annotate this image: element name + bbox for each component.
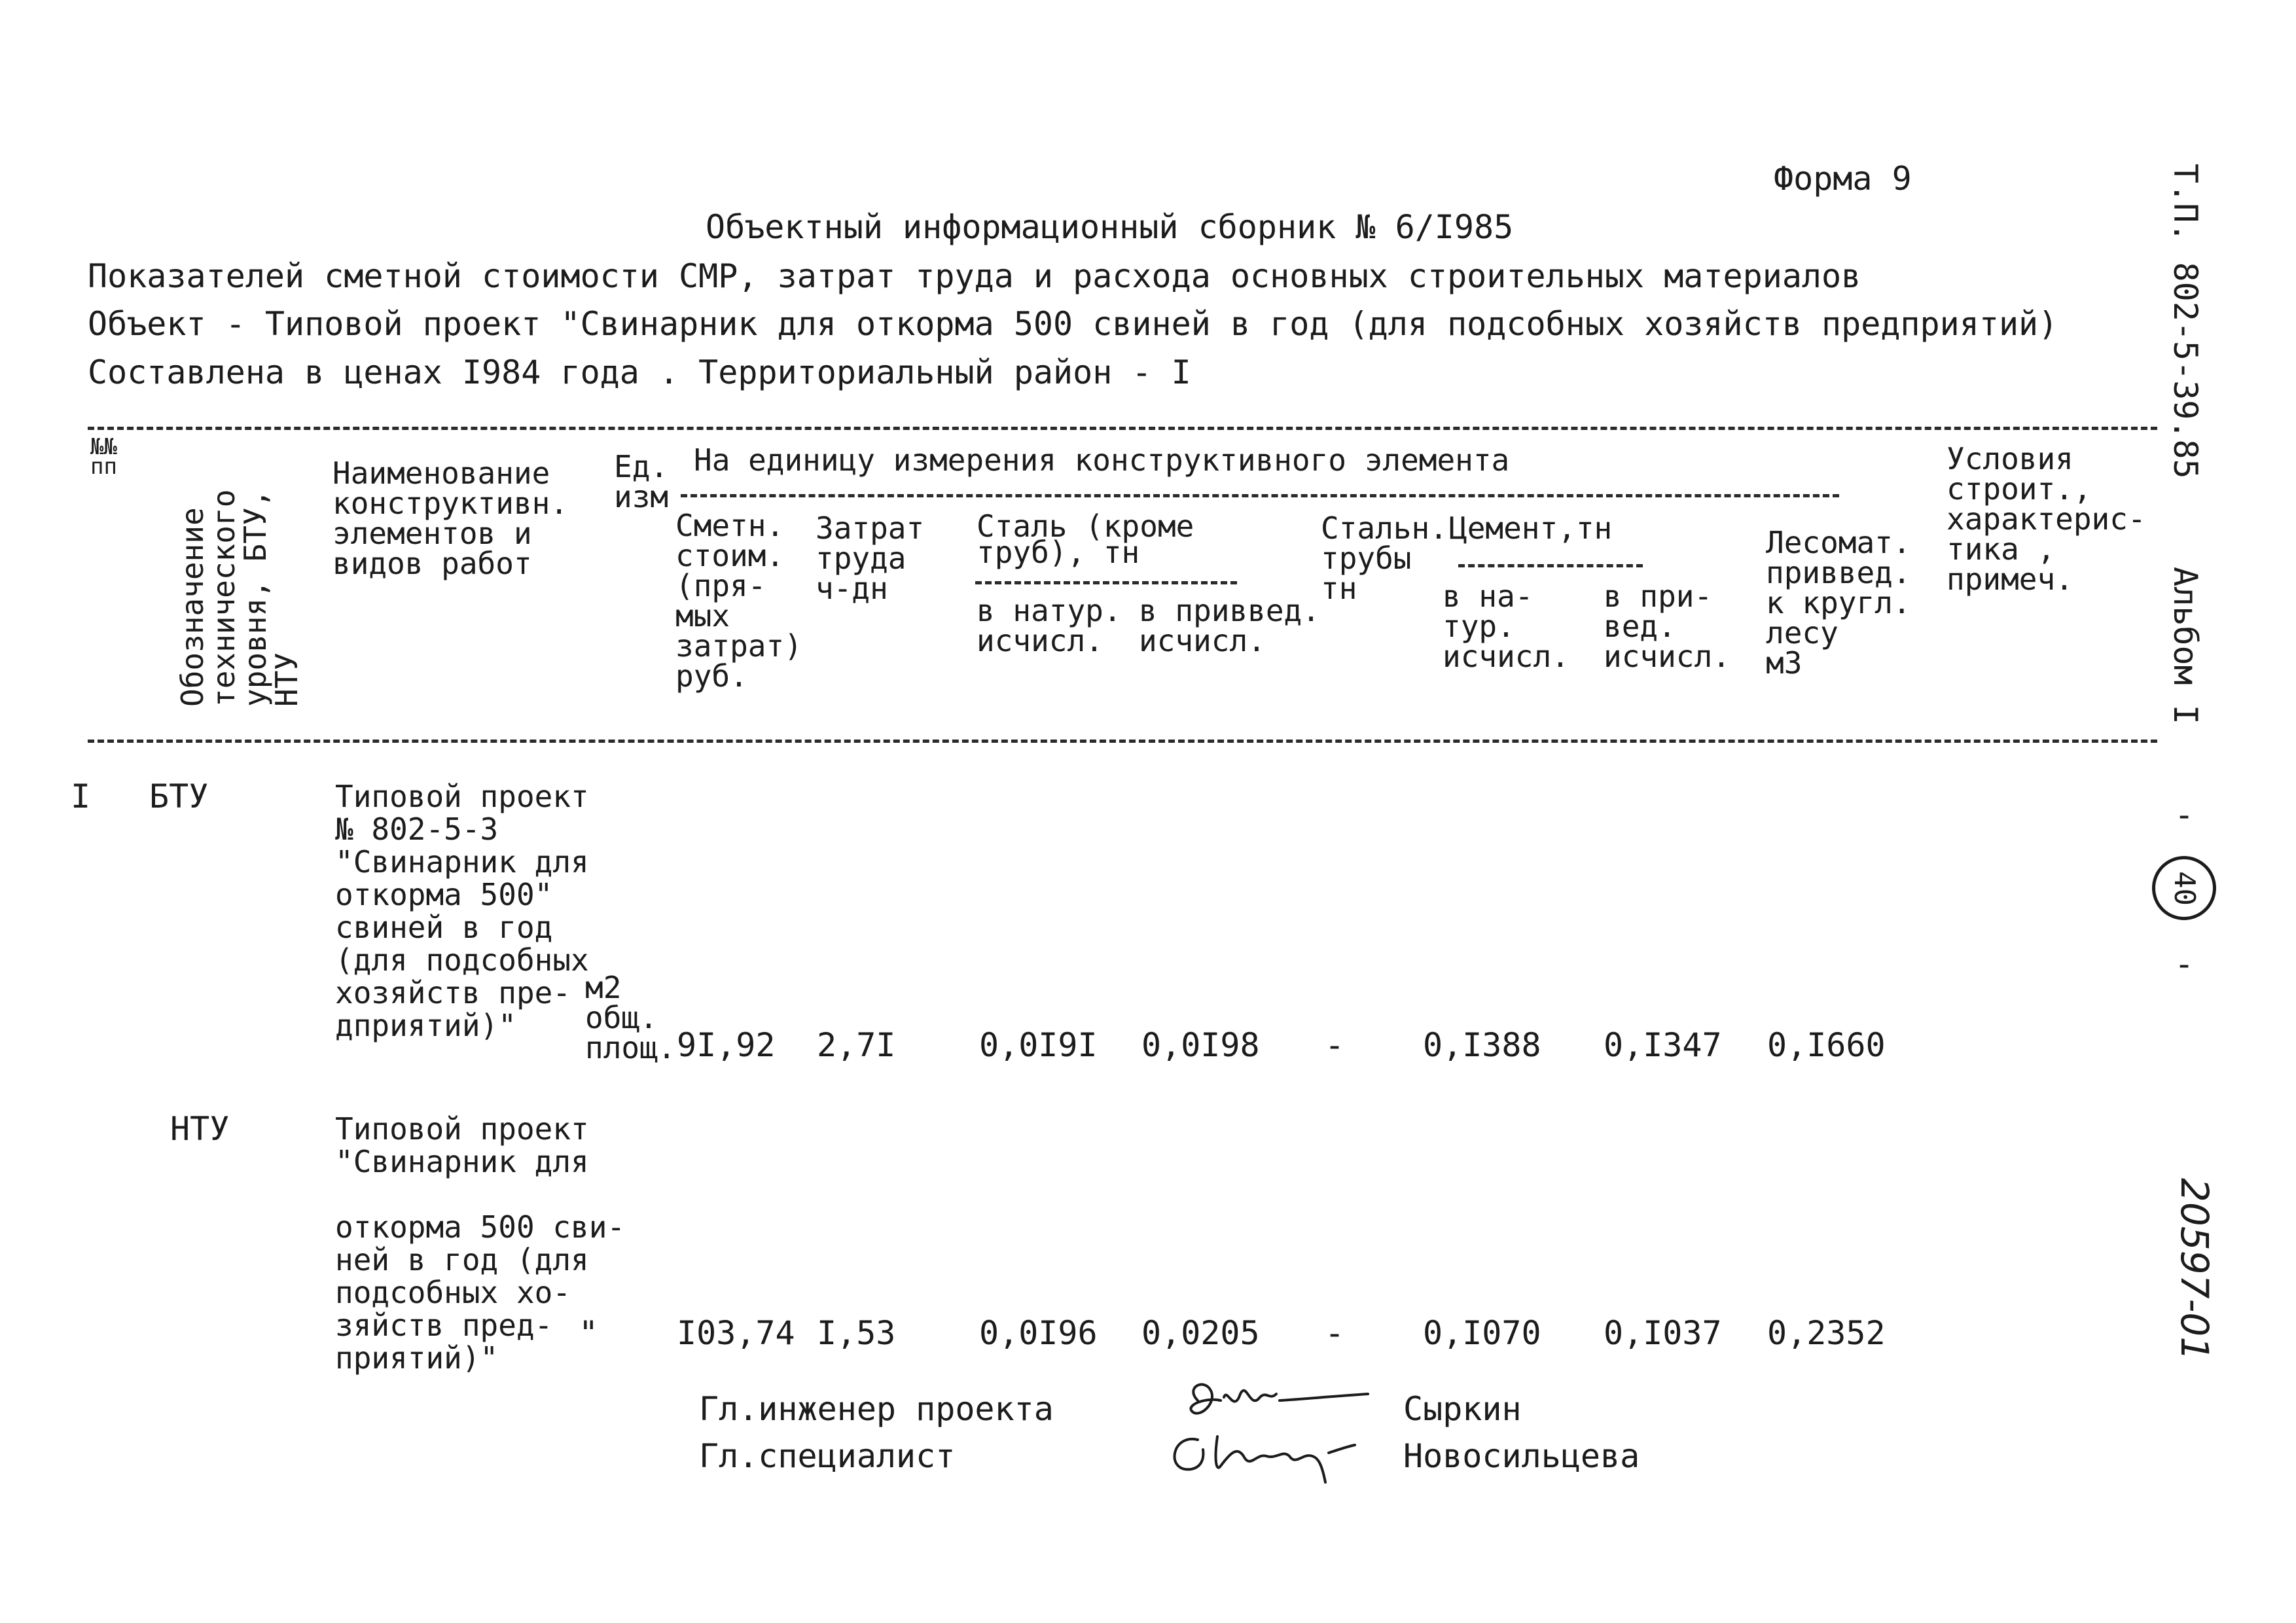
col-number-header: №№ пп bbox=[90, 434, 117, 480]
header-line-2: Объект - Типовой проект "Свинарник для откорма 500 свиней в год (для подсобных хозяйств предприятий) bbox=[88, 305, 2058, 343]
table-header-bottom-rule bbox=[88, 740, 2157, 743]
album-label: Альбом I bbox=[2166, 567, 2204, 724]
row1-number: I bbox=[71, 777, 91, 815]
col-level-header: Обозначение технического уровня, БТУ, НТУ bbox=[175, 489, 304, 707]
col-unit-header: Ед. изм bbox=[614, 449, 669, 514]
col-pipes-header: Стальн. трубы тн bbox=[1321, 510, 1448, 606]
col-wood-header: Лесомат. приввед. к кругл. лесу м3 bbox=[1766, 525, 1911, 681]
col-notes-header: Условия строит., характерис- тика , примеч. bbox=[1946, 441, 2146, 597]
group-rule bbox=[681, 494, 1839, 497]
col-group-header: На единицу измерения конструктивного элемента bbox=[694, 442, 1510, 478]
row2-labor: I,53 bbox=[817, 1314, 896, 1352]
row1-cement-reduced: 0,I347 bbox=[1604, 1026, 1722, 1064]
row1-steel-natural: 0,0I9I bbox=[979, 1026, 1098, 1064]
row1-cement-natural: 0,I388 bbox=[1423, 1026, 1541, 1064]
col-steel-natural-header: в натур. исчисл. bbox=[977, 593, 1122, 658]
row1-cost: 9I,92 bbox=[677, 1026, 776, 1064]
row1-level: БТУ bbox=[149, 777, 209, 815]
page-number: 40 bbox=[2167, 870, 2201, 906]
row2-cement-reduced: 0,I037 bbox=[1604, 1314, 1722, 1352]
row2-unit: " bbox=[579, 1314, 599, 1352]
row1-pipes: - bbox=[1325, 1026, 1345, 1064]
row2-cost: I03,74 bbox=[677, 1314, 795, 1352]
col-cement-reduced-header: в при- вед. исчисл. bbox=[1604, 579, 1731, 674]
collection-title: Объектный информационный сборник № 6/I985 bbox=[706, 208, 1514, 246]
col-labor-header: Затрат труда ч-дн bbox=[816, 510, 925, 606]
col-name-header: Наименование конструктивн. элементов и видов работ bbox=[332, 455, 569, 581]
row2-steel-natural: 0,0I96 bbox=[979, 1314, 1098, 1352]
col-cement-header: Цемент,тн bbox=[1449, 510, 1613, 546]
signer2-name: Новосильцева bbox=[1403, 1437, 1640, 1475]
row2-wood: 0,2352 bbox=[1767, 1314, 1886, 1352]
signature-2 bbox=[1158, 1420, 1368, 1499]
row1-steel-reduced: 0,0I98 bbox=[1141, 1026, 1260, 1064]
signer2-role: Гл.специалист bbox=[699, 1437, 956, 1475]
row2-cement-natural: 0,I070 bbox=[1423, 1314, 1541, 1352]
row2-level: НТУ bbox=[170, 1110, 230, 1148]
header-line-1: Показателей сметной стоимости СМР, затрат труда и расхода основных строительных материалов bbox=[88, 257, 1861, 295]
col-cement-natural-header: в на- тур. исчисл. bbox=[1443, 579, 1570, 674]
signer1-role: Гл.инженер проекта bbox=[699, 1390, 1054, 1428]
row2-steel-reduced: 0,0205 bbox=[1141, 1314, 1260, 1352]
row1-name: Типовой проект № 802-5-3 "Свинарник для откорма 500" свиней в год (для подсобных хозяйств пре- дприятий)" bbox=[335, 779, 589, 1043]
row2-name: Типовой проект "Свинарник для откорма 500 сви- ней в год (для подсобных хо- зяйств пред- приятий)" bbox=[335, 1111, 626, 1376]
row1-labor: 2,7I bbox=[817, 1026, 896, 1064]
archive-number: 20597-01 bbox=[2172, 1178, 2217, 1361]
page-number-stamp bbox=[2152, 856, 2216, 920]
col-steel-reduced-header: в приввед. исчисл. bbox=[1139, 593, 1320, 658]
row1-unit: м2 общ. площ. bbox=[585, 970, 676, 1065]
cement-rule bbox=[1458, 564, 1643, 567]
col-cost-header: Сметн. стоим. (пря- мых затрат) руб. bbox=[675, 508, 802, 694]
col-steel-header: Сталь (кроме труб), тн bbox=[977, 508, 1194, 570]
signer1-name: Сыркин bbox=[1403, 1390, 1522, 1428]
margin-dash-bottom: - bbox=[2174, 945, 2195, 983]
steel-rule bbox=[975, 581, 1237, 584]
row2-pipes: - bbox=[1325, 1314, 1345, 1352]
header-line-3: Составлена в ценах I984 года . Территориальный район - I bbox=[88, 353, 1191, 391]
table-top-rule bbox=[88, 427, 2157, 430]
project-code: Т.П. 802-5-39.85 bbox=[2166, 164, 2204, 479]
form-number: Форма 9 bbox=[1774, 160, 1912, 198]
row1-wood: 0,I660 bbox=[1767, 1026, 1886, 1064]
margin-dash-top: - bbox=[2174, 796, 2195, 834]
